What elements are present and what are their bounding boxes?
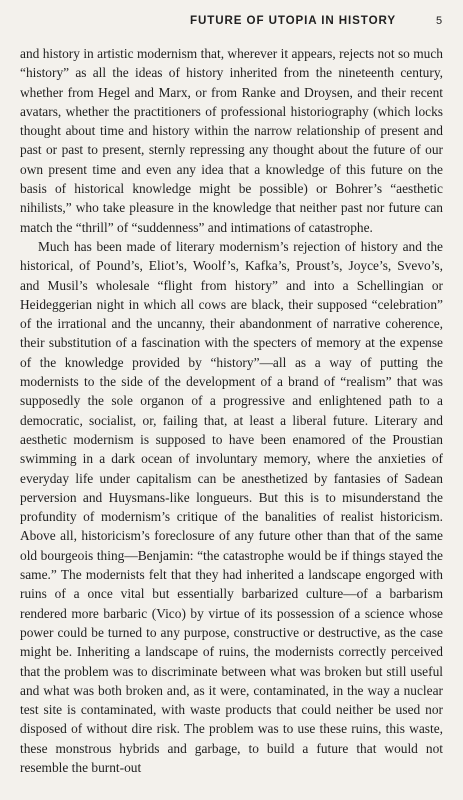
paragraph: Much has been made of literary modernism’s rejection of history and the historical, of Pound’s, Eliot’s, Woolf’s, Kafka’s, Proust’s, Joyce’s, Svevo’s, and Musil’s wholesale “flight from history” and into a Schellingian or Heideggerian night in which all cows are black, their supposed “celebration” of the irrational and the uncanny, their abandonment of narrative coherence, their substitution of a fascination with the specters of memory at the expense of the knowledge provided by “history”—all as a way of putting the modernists to the side of the development of a brand of “realism” that was supposedly the sole organon of a progressive and enlightened path to a democratic, socialist, or, failing that, at least a liberal future. Literary and aesthetic modernism is supposed to have been enamored of the Proustian swimming in a dark ocean of involuntary memory, where the anxieties of everyday life under capitalism can be anesthetized by fantasies of Sadean perversion and Huysmans-like longueurs. But this is to misunderstand the profundity of modernism’s critique of the banalities of realist historicism. Above all, historicism’s foreclosure of any future other than that of the same old bourgeois thing—Benjamin: “the catastrophe would be if things stayed the same.” The modernists felt that they had inherited a landscape engorged with ruins of a once vital but essentially barbarized culture—of a barbarism rendered more barbaric (Vico) by virtue of its possession of a science whose power could be turned to any purpose, constructive or destructive, as the case might be. Inheriting a landscape of ruins, the modernists correctly perceived that the problem was to discriminate between what was broken but still useful and what was both broken and, as it were, contaminated, in the way a nuclear test site is contaminated, with waste products that could neither be used nor disposed of without dire risk. The problem was to use these ruins, this waste, these monstrous hybrids and garbage, to build a future that would not resemble the burnt-out (20, 238, 443, 775)
paragraph: and history in artistic modernism that, wherever it appears, rejects not so much “history” as all the ideas of history inherited from the nineteenth century, whether from Hegel and Marx, or from Ranke and Droysen, and their recent avatars, whether the practitioners of professional historiography (which locks thought about time and history within the narrow relationship of present and past or past to present, sternly repressing any thought about the future of our own present time and even any idea that a knowledge of this future on the basis of historical knowledge might be possible) or Bohrer’s “aesthetic nihilists,” who take pleasure in the knowledge that neither past nor future can match the “thrill” of “suddenness” and intimations of catastrophe. (20, 46, 443, 235)
running-title: FUTURE OF UTOPIA IN HISTORY (190, 14, 396, 27)
body-text (20, 44, 443, 777)
running-head (20, 14, 443, 27)
page-number: 5 (435, 15, 443, 27)
